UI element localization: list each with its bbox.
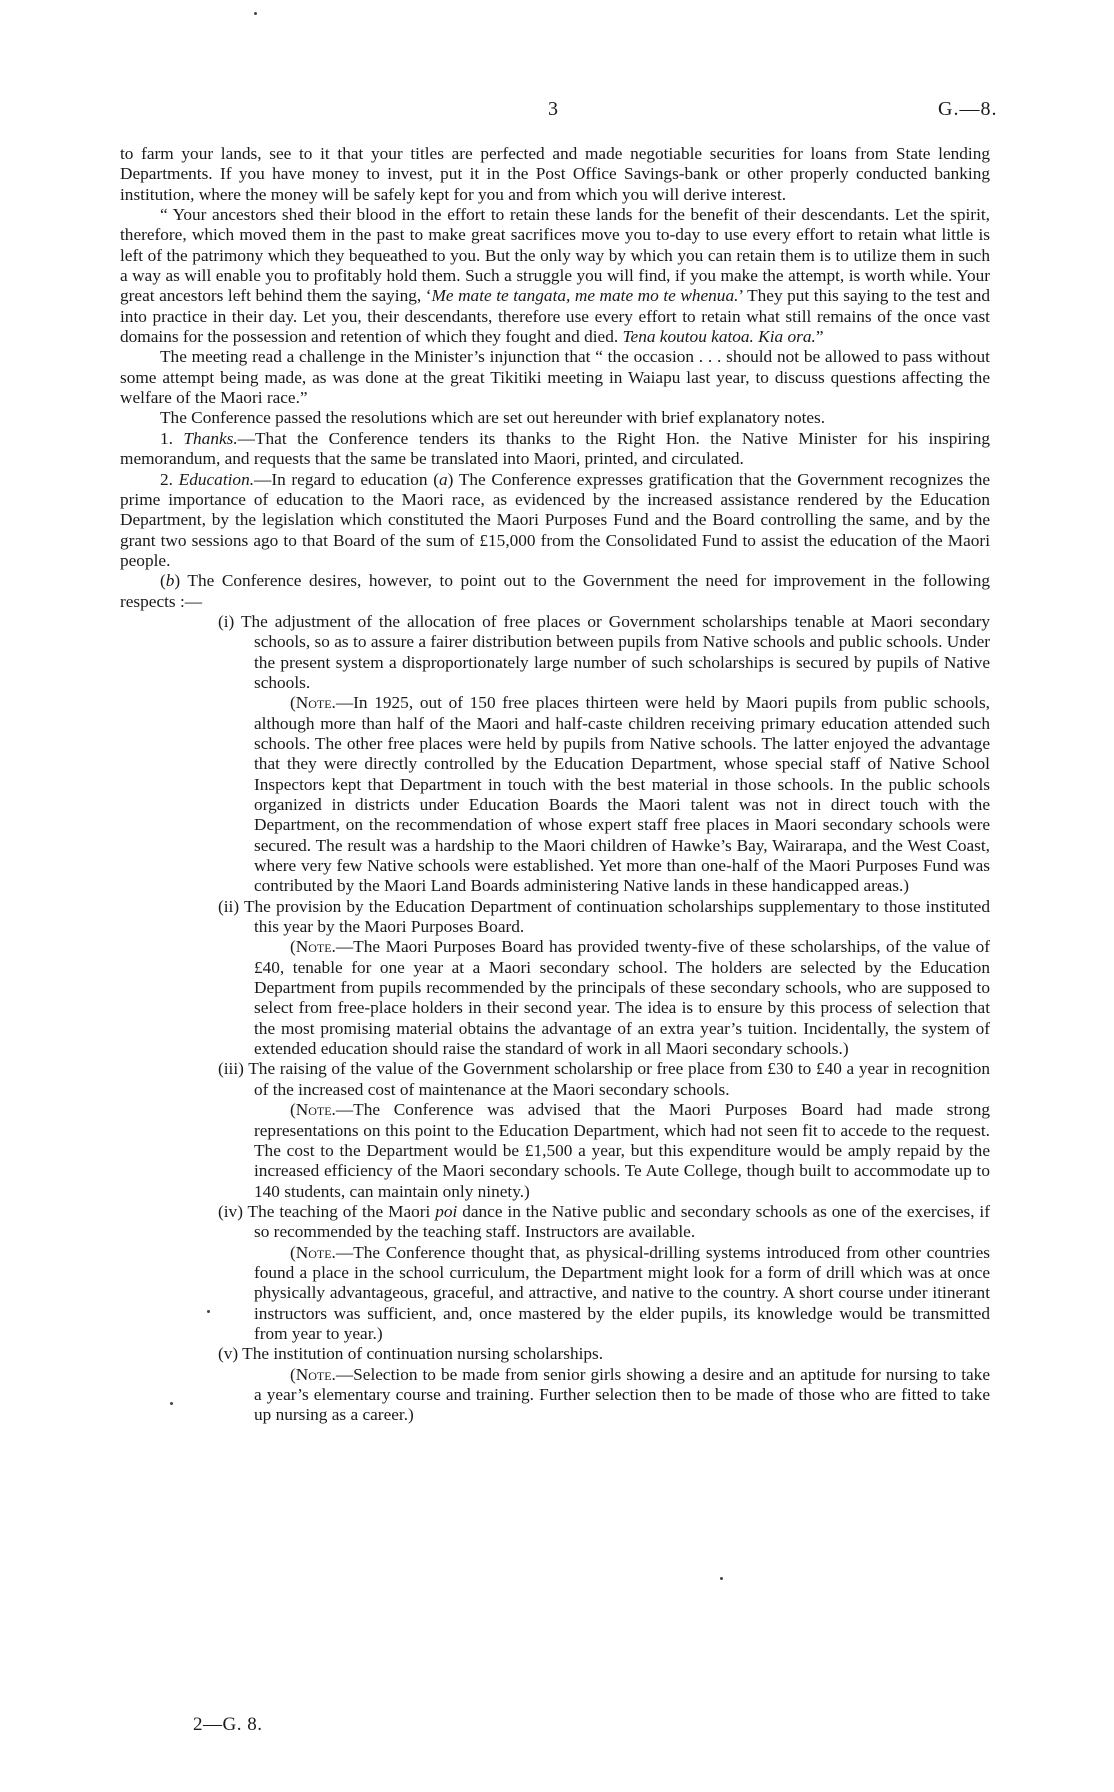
paragraph-farm-lands: to farm your lands, see to it that your titles are perfected and made negotiable securities for loans from State lending Departments. If you have money to invest, put it in the Post Office Savings-bank or other properly conducted banking institution, where the money will be safely kept for you and from which you will derive interest. bbox=[120, 144, 990, 204]
scan-speck bbox=[254, 12, 257, 15]
note-item-v: (Note.—Selection to be made from senior girls showing a desire and an aptitude for nursing to take a year’s elementary course and training. Further selection then to be made of those who are fitted to take up nursing as a career.) bbox=[254, 1364, 990, 1425]
note-item-ii: (Note.—The Maori Purposes Board has provided twenty-five of these scholarships, of the value of £40, tenable for one year at a Maori secondary school. The holders are selected by the Education Department from pupils recommended by the principals of these secondary schools, who are supposed to select from free-place holders in their second year. The idea is to ensure by this process of selection that the most promising material obtains the advantage of an extra year’s tuition. Incidentally, the system of extended education should raise the standard of work in all Maori secondary schools.) bbox=[254, 937, 990, 1059]
scan-speck bbox=[207, 1310, 210, 1313]
scan-speck bbox=[170, 1402, 173, 1405]
item-i: (i) The adjustment of the allocation of free places or Government scholarships tenable at Maori secondary schools, so as to assure a fairer distribution between pupils from Native schools and public schools. Under the present system a disproportionately large number of such scholarships is secured by pupils of Native schools. bbox=[218, 611, 990, 692]
education-part-b: (b) The Conference desires, however, to point out to the Government the need for improvement in the following respects :— bbox=[120, 571, 990, 611]
maori-saying: Me mate te tangata, me mate mo te whenua. bbox=[431, 286, 739, 306]
paragraph-resolutions-intro: The Conference passed the resolutions which are set out hereunder with brief explanatory notes. bbox=[160, 408, 826, 428]
scan-speck bbox=[720, 1577, 723, 1580]
resolution-education: 2. Education.—In regard to education (a) The Conference expresses gratification that the Government recognizes the prime importance of education to the Maori race, as evidenced by the increased assistance rendered by the Education Department, by the legislation which constituted the Maori Purposes Fund and the Board controlling the same, and by the grant two sessions ago to that Board of the sum of £15,000 from the Consolidated Fund to assist the education of the Maori people. bbox=[120, 469, 991, 570]
note-item-iii: (Note.—The Conference was advised that the Maori Purposes Board had made strong representations on this point to the Education Department, which had not seen fit to accede to the request. The cost to the Department would be £1,500 a year, but this expenditure would be amply repaid by the increased efficiency of the Maori secondary schools. Te Aute College, though built to accommodate up to 140 students, can maintain only ninety.) bbox=[254, 1100, 990, 1201]
note-item-i: (Note.—In 1925, out of 150 free places thirteen were held by Maori pupils from public schools, although more than half of the Maori and half-caste children receiving primary education attended such schools. The other free places were held by pupils from Native schools. The latter enjoyed the advantage that they were directly controlled by the Education Department, whose special staff of Native School Inspectors kept that Department in touch with the best material in those schools. In the public schools organized in districts under Education Boards the Maori talent was not in direct touch with the Department, on the recommendation of whose expert staff free places in Maori secondary schools were secured. The result was a hardship to the Maori children of Hawke’s Bay, Wairarapa, and the West Coast, where very few Native schools were established. Yet more than one-half of the Maori Purposes Fund was contributed by the Maori Land Boards administering Native lands in these handicapped areas.) bbox=[254, 693, 990, 896]
resolution-heading: Thanks. bbox=[183, 428, 238, 448]
note-item-iv: (Note.—The Conference thought that, as physical-drilling systems introduced from other countries found a place in the school curriculum, the Department might look for a form of drill which was at once physically advantageous, graceful, and attractive, and native to the country. A short course under itinerant instructors was sufficient, and, once mastered by the elder pupils, its knowledge would be transmitted from year to year.) bbox=[254, 1242, 990, 1343]
document-reference: G.—8. bbox=[938, 98, 998, 120]
item-iv: (iv) The teaching of the Maori poi dance in the Native public and secondary schools as one of the exercises, if so recommended by the teaching staff. Instructors are available. bbox=[218, 1201, 990, 1242]
item-ii: (ii) The provision by the Education Department of continuation scholarships supplementary to those instituted this year by the Maori Purposes Board. bbox=[218, 896, 990, 937]
resolution-heading: Education. bbox=[178, 469, 255, 489]
paragraph-ancestors: “ Your ancestors shed their blood in the effort to retain these lands for the benefit of their descendants. Let the spirit, therefore, which moved them in the past to make great sacrifices move you to-day to use every effort to retain what little is left of the patrimony which they bequeathed to you. But the only way by which you can retain them is to utilize them in such a way as will enable you to profitably hold them. Such a struggle you will find, if you make the attempt, is worth while. Your great ancestors left behind them the saying, ‘Me mate te tangata, me mate mo te whenua.’ They put this saying to the test and into practice in their day. Let you, their descendants, therefore use every effort to retain what still remains of the once vast domains for the possession and retention of which they fought and died. Tena koutou katoa. Kia ora.” bbox=[120, 205, 991, 347]
sheet-signature-mark: 2—G. 8. bbox=[193, 1714, 263, 1735]
item-v: (v) The institution of continuation nursing scholarships. bbox=[218, 1344, 604, 1364]
page-body bbox=[120, 144, 990, 1426]
item-iii: (iii) The raising of the value of the Government scholarship or free place from £30 to £40 a year in recognition of the increased cost of maintenance at the Maori secondary schools. bbox=[218, 1059, 990, 1099]
page-number: 3 bbox=[548, 98, 558, 120]
resolution-thanks: 1. Thanks.—That the Conference tenders its thanks to the Right Hon. the Native Minister for his inspiring memorandum, and requests that the same be translated into Maori, printed, and circulated. bbox=[120, 428, 991, 469]
maori-greeting: Tena koutou katoa. Kia ora. bbox=[622, 327, 816, 347]
paragraph-challenge: The meeting read a challenge in the Minister’s injunction that “ the occasion . . . should not be allowed to pass without some attempt being made, as was done at the great Tikitiki meeting in Waiapu last year, to discuss questions affecting the welfare of the Maori race.” bbox=[120, 347, 990, 408]
